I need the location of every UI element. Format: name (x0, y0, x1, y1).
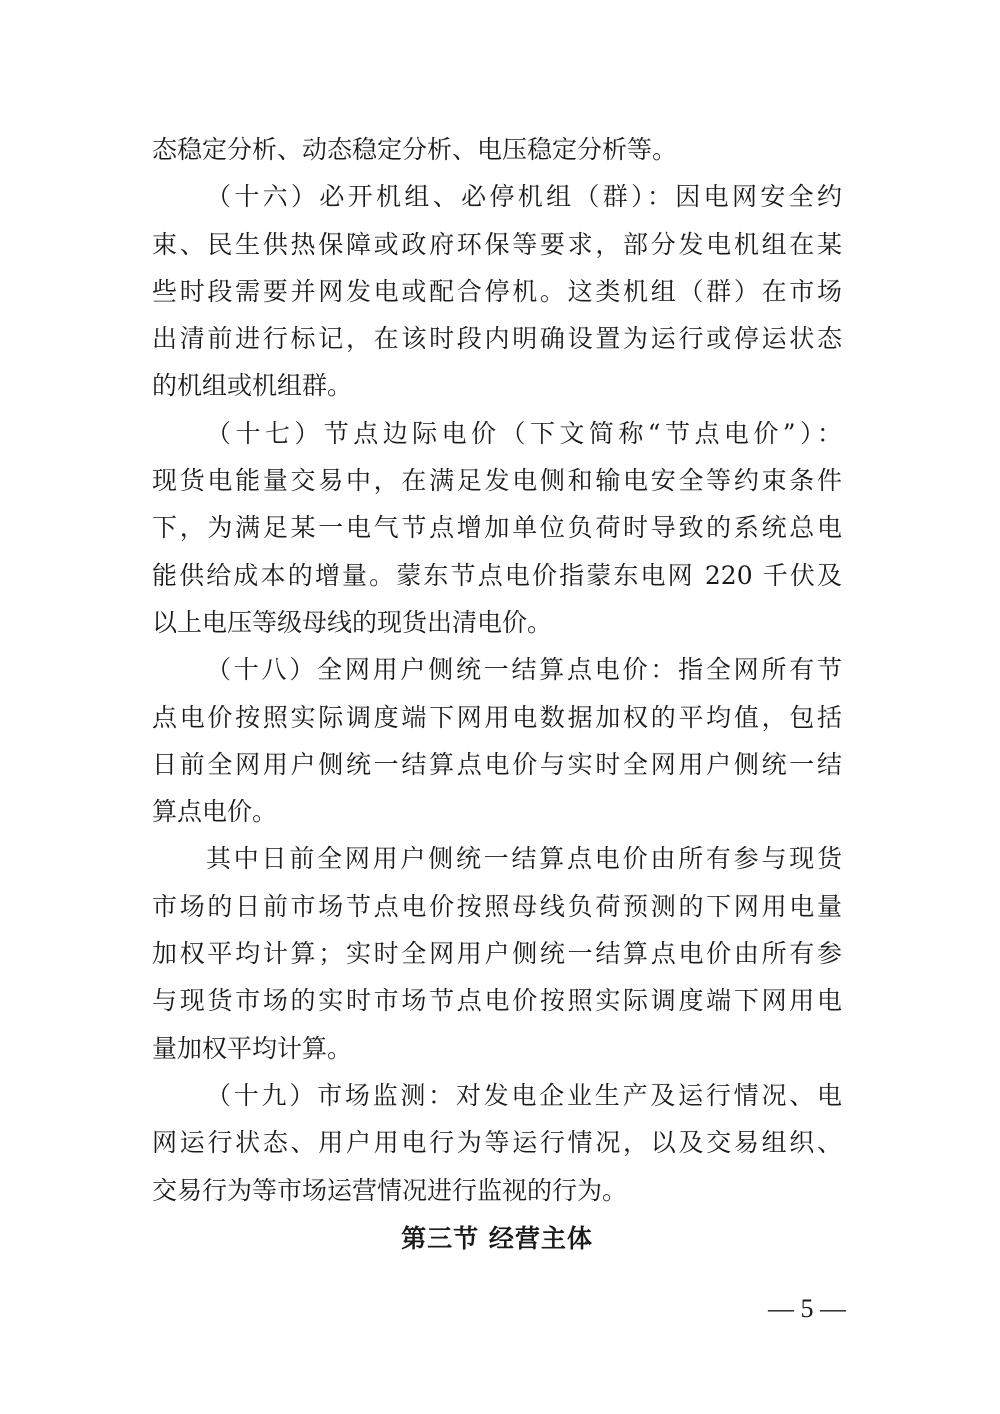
text-line: 点电价按照实际调度端下网用电数据加权的平均值，包括 (152, 702, 842, 732)
text-line: 其中日前全网用户侧统一结算点电价由所有参与现货 (206, 844, 842, 874)
text-line: 出清前进行标记，在该时段内明确设置为运行或停运状态 (152, 324, 842, 354)
text-line: 市场的日前市场节点电价按照母线负荷预测的下网用电量 (152, 891, 842, 921)
document-body (152, 126, 842, 1264)
text-line: 些时段需要并网发电或配合停机。这类机组（群）在市场 (152, 276, 842, 306)
text-line: （十七）节点边际电价（下文简称“节点电价”）： (206, 418, 842, 448)
text-line: 网运行状态、用户用电行为等运行情况，以及交易组织、 (152, 1128, 842, 1158)
page-number: — 5 — (768, 1294, 846, 1323)
text-line: 加权平均计算；实时全网用户侧统一结算点电价由所有参 (152, 939, 842, 969)
text-line: 交易行为等市场运营情况进行监视的行为。 (152, 1175, 628, 1205)
text-line: 算点电价。 (152, 797, 278, 827)
text-line: 下，为满足某一电气节点增加单位负荷时导致的系统总电 (152, 513, 842, 543)
text-line: 以上电压等级母线的现货出清电价。 (152, 607, 553, 637)
text-line: 的机组或机组群。 (152, 371, 353, 401)
text-line: 现货电能量交易中，在满足发电侧和输电安全等约束条件 (152, 466, 842, 496)
text-line: 态稳定分析、动态稳定分析、电压稳定分析等。 (152, 135, 678, 164)
text-line: （十八）全网用户侧统一结算点电价：指全网所有节 (206, 655, 842, 685)
text-line: 量加权平均计算。 (152, 1033, 353, 1063)
text-line: 束、民生供热保障或政府环保等要求，部分发电机组在某 (152, 229, 842, 259)
text-line: 能供给成本的增量。蒙东节点电价指蒙东电网 220 千伏及 (152, 560, 842, 590)
section-heading: 第三节 经营主体 (401, 1223, 593, 1253)
text-line: 与现货市场的实时市场节点电价按照实际调度端下网用电 (152, 986, 842, 1016)
text-line: （十六）必开机组、必停机组（群）：因电网安全约 (206, 182, 842, 212)
text-line: （十九）市场监测：对发电企业生产及运行情况、电 (206, 1080, 842, 1110)
text-line: 日前全网用户侧统一结算点电价与实时全网用户侧统一结 (152, 749, 842, 779)
